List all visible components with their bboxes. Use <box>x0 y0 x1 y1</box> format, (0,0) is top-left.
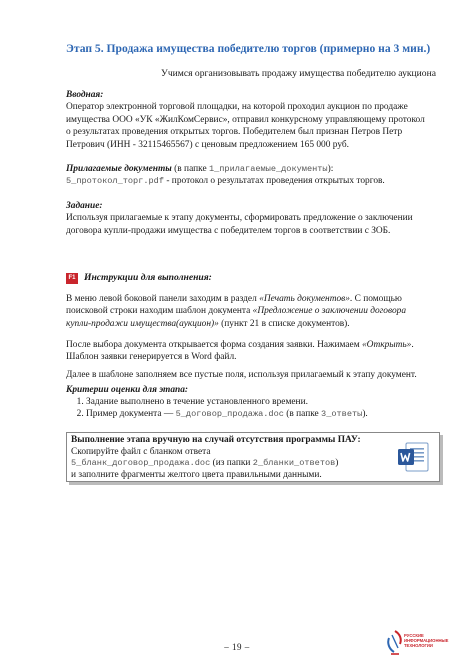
text-run: (пункт 21 в списке документов). <box>218 318 350 329</box>
intro-line: имущества ООО «УК «ЖилКомСервис», отправил конкурсному управляющему протокол <box>66 114 425 125</box>
text-run: После выбора документа открывается форма создания заявки. Нажимаем <box>66 340 362 350</box>
text-run: Скопируйте файл с бланком ответа <box>71 446 211 457</box>
text-run: «Открыть» <box>361 340 412 350</box>
text-run: Шаблон заявки генерируется в Word файл. <box>66 352 237 363</box>
attached-section <box>66 163 440 188</box>
attached-file: 5_протокол_торг.pdf <box>66 176 164 187</box>
criteria-heading: Критерии оценки для этапа: <box>66 385 189 395</box>
instructions-paragraph-1 <box>66 293 440 330</box>
text-run: купли-продажи имущества(аукцион)» <box>66 318 219 329</box>
logo-text: ИНФОРМАЦИОННЫЕ <box>404 637 449 643</box>
criteria-folder: 3_ответы <box>321 409 363 420</box>
text-run: Пример документа — <box>86 409 176 420</box>
text-run: (в папке <box>283 409 322 420</box>
intro-heading: Вводная: <box>66 90 104 100</box>
text-run: В меню левой боковой панели заходим в раздел <box>66 294 260 304</box>
text-run: . С помощью <box>349 294 402 304</box>
criteria-item <box>86 408 440 420</box>
text-run: . <box>411 340 414 350</box>
manual-box-heading: Выполнение этапа вручную на случай отсутствия программы ПАУ: <box>71 435 361 445</box>
text-run: «Предложение о заключении договора <box>252 306 407 317</box>
instructions-paragraph-2 <box>66 339 440 364</box>
manual-box <box>66 432 440 482</box>
logo-mark-icon <box>386 630 404 656</box>
attached-heading: Прилагаемые документы <box>66 164 172 174</box>
text-run: (из папки <box>210 458 253 469</box>
company-logo <box>386 630 449 660</box>
intro-section <box>66 89 440 151</box>
attached-folder: 1_прилагаемые_документы <box>208 164 328 174</box>
page-number: – 19 – <box>224 642 250 652</box>
attached-folder-suffix: ): <box>327 164 334 174</box>
instructions-badge: F1 <box>66 273 78 284</box>
intro-line: о результатах проведения открытых торгов. Победителем был признан Петров Петр <box>66 127 403 138</box>
text-run: и заполните фрагменты желтого цвета правильными данными. <box>71 469 322 480</box>
attached-folder-prefix: (в папке <box>171 164 209 174</box>
text-run: ). <box>362 409 368 420</box>
page-title: Этап 5. Продажа имущества победителю торгов (примерно на 3 мин.) <box>66 42 431 55</box>
text-run: «Печать документов» <box>259 294 350 304</box>
attached-file-desc: - протокол о результатах проведения открытых торгов. <box>164 176 385 187</box>
text-run: Задание выполнено в течение установленного времени. <box>86 397 308 407</box>
criteria-section <box>66 372 440 396</box>
intro-line: Оператор электронной торговой площадки, на которой проходил аукцион по продаже <box>66 102 408 113</box>
logo-text: РУССКИЕ <box>404 633 424 638</box>
instructions-heading: Инструкции для выполнения: <box>84 272 212 283</box>
text-run: ) <box>335 458 339 469</box>
subtitle: Учимся организовывать продажу имущества победителю аукциона <box>161 68 436 79</box>
text-run: поисковой строки находим шаблон документа <box>66 306 253 317</box>
task-section <box>66 200 440 237</box>
task-line: договора купли-продажи имущества с победителем торгов в соответствии с ЗОБ. <box>66 225 391 236</box>
criteria-list <box>66 396 440 421</box>
task-heading: Задание: <box>66 201 103 211</box>
manual-box-folder: 2_бланки_ответов <box>252 458 336 469</box>
manual-box-file: 5_бланк_договор_продажа.doc <box>71 458 211 469</box>
word-document-icon <box>397 442 431 472</box>
task-line: Используя прилагаемые к этапу документы, сформировать предложение о заключении <box>66 213 413 224</box>
text-run: Далее в шаблоне заполняем все пустые поля, используя прилагаемый к этапу документ. <box>66 370 417 380</box>
criteria-file: 5_договор_продажа.doc <box>175 409 284 420</box>
intro-line: Петрович (ИНН - 32115465567) с ценовым предложением 165 000 руб. <box>66 139 350 150</box>
criteria-item <box>86 396 440 408</box>
logo-text: ТЕХНОЛОГИИ <box>404 642 433 648</box>
